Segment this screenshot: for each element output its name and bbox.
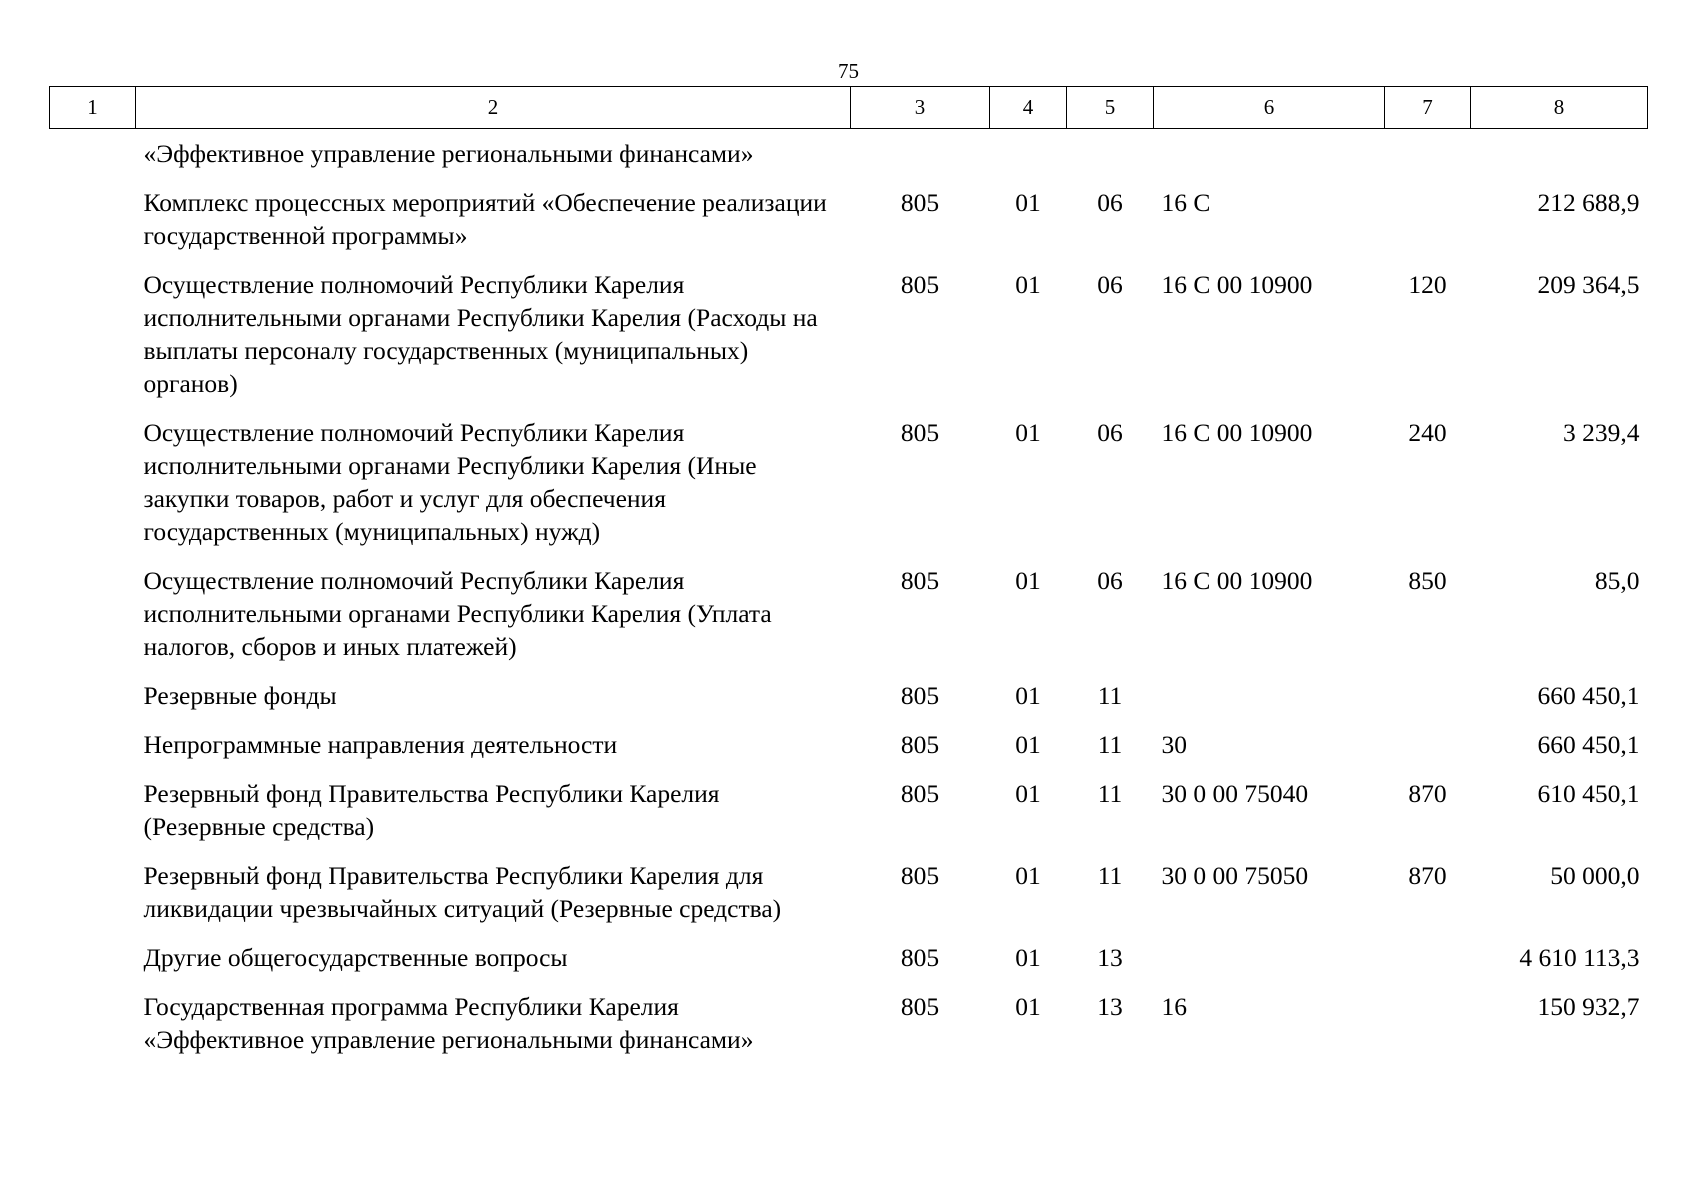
cell-subsection: 11 [1097,730,1123,759]
cell-name: Резервный фонд Правительства Республики Карелия для ликвидации чрезвычайных ситуаций (Резервные средства) [143,861,782,923]
cell-subsection: 06 [1097,188,1123,217]
cell-ministry: 805 [900,681,940,710]
cell-amount: 212 688,9 [1537,188,1640,217]
cell-amount: 150 932,7 [1537,992,1640,1021]
cell-target-article [1154,679,1385,728]
cell-name: «Эффективное управление региональными финансами» [143,139,754,168]
header-cell-7: 7 [1385,87,1471,129]
cell-target-article: 16 С 00 10900 [1161,418,1313,447]
cell-name: Резервный фонд Правительства Республики Карелия (Резервные средства) [143,779,720,841]
table-row [50,129,1648,187]
cell-expense-type [1385,186,1471,268]
cell-name: Осуществление полномочий Республики Карелия исполнительными органами Республики Карелия (Иные закупки товаров, работ и услуг для обеспечения государственных (муниципальных) нужд) [143,418,757,546]
table-row [50,941,1648,990]
cell-subsection: 06 [1097,418,1123,447]
cell-section: 01 [1015,270,1041,299]
cell-col-1 [50,416,136,564]
cell-target-article [1154,129,1385,187]
table-row [50,186,1648,268]
cell-target-article: 16 С 00 10900 [1161,270,1313,299]
cell-ministry: 805 [900,861,940,890]
cell-expense-type: 870 [1408,779,1447,808]
cell-name: Комплекс процессных мероприятий «Обеспечение реализации государственной программы» [143,188,827,250]
cell-col-1 [50,564,136,679]
table-header [50,87,1648,129]
cell-name: Осуществление полномочий Республики Карелия исполнительными органами Республики Карелия (Расходы на выплаты персоналу государственных (муниципальных) органов) [143,270,818,398]
cell-target-article: 30 0 00 75050 [1161,861,1309,890]
cell-section: 01 [1015,681,1041,710]
budget-table [49,86,1648,1072]
cell-expense-type [1385,129,1471,187]
cell-expense-type [1385,990,1471,1072]
cell-ministry: 805 [900,566,940,595]
cell-expense-type: 240 [1408,418,1447,447]
cell-section [990,129,1067,187]
cell-col-1 [50,728,136,777]
cell-ministry: 805 [900,270,940,299]
header-cell-2: 2 [136,87,851,129]
cell-section: 01 [1015,188,1041,217]
header-cell-4: 4 [990,87,1067,129]
table-row [50,679,1648,728]
cell-ministry: 805 [900,992,940,1021]
cell-expense-type: 120 [1408,270,1447,299]
cell-subsection: 13 [1097,943,1123,972]
cell-section: 01 [1015,779,1041,808]
cell-section: 01 [1015,992,1041,1021]
cell-section: 01 [1015,418,1041,447]
cell-section: 01 [1015,861,1041,890]
cell-name: Другие общегосударственные вопросы [143,943,568,972]
cell-expense-type: 870 [1408,861,1447,890]
cell-amount: 660 450,1 [1537,681,1640,710]
header-cell-1: 1 [50,87,136,129]
table-row [50,990,1648,1072]
cell-amount: 610 450,1 [1537,779,1640,808]
cell-target-article: 30 0 00 75040 [1161,779,1309,808]
cell-amount: 4 610 113,3 [1519,943,1640,972]
table-row [50,564,1648,679]
cell-col-1 [50,679,136,728]
table-row [50,859,1648,941]
cell-subsection: 06 [1097,270,1123,299]
cell-ministry: 805 [900,418,940,447]
cell-amount: 209 364,5 [1537,270,1640,299]
cell-expense-type [1385,941,1471,990]
cell-amount: 3 239,4 [1563,418,1640,447]
header-row [50,87,1648,129]
cell-col-1 [50,859,136,941]
table-row [50,416,1648,564]
cell-subsection: 13 [1097,992,1123,1021]
cell-name: Резервные фонды [143,681,337,710]
cell-col-1 [50,129,136,187]
cell-section: 01 [1015,943,1041,972]
header-cell-3: 3 [851,87,990,129]
cell-ministry: 805 [900,188,940,217]
cell-name: Непрограммные направления деятельности [143,730,618,759]
cell-amount [1471,129,1648,187]
cell-ministry: 805 [900,730,940,759]
page-number: 75 [838,59,859,83]
cell-target-article: 16 С [1161,188,1211,217]
header-cell-5: 5 [1067,87,1154,129]
cell-col-1 [50,990,136,1072]
cell-target-article: 16 [1161,992,1187,1021]
cell-col-1 [50,268,136,416]
cell-expense-type [1385,679,1471,728]
cell-amount: 85,0 [1594,566,1640,595]
budget-table-container [49,86,1647,1072]
table-row [50,268,1648,416]
cell-target-article: 16 С 00 10900 [1161,566,1313,595]
header-cell-6: 6 [1154,87,1385,129]
cell-name: Государственная программа Республики Карелия «Эффективное управление региональными финансами» [143,992,754,1054]
cell-target-article: 30 [1161,730,1187,759]
cell-col-1 [50,941,136,990]
cell-amount: 50 000,0 [1550,861,1640,890]
cell-ministry: 805 [900,943,940,972]
cell-subsection [1067,129,1154,187]
cell-subsection: 11 [1097,681,1123,710]
cell-target-article [1154,941,1385,990]
cell-expense-type: 850 [1408,566,1447,595]
cell-col-1 [50,186,136,268]
cell-amount: 660 450,1 [1537,730,1640,759]
header-cell-8: 8 [1471,87,1648,129]
cell-subsection: 06 [1097,566,1123,595]
cell-section: 01 [1015,730,1041,759]
cell-ministry [851,129,990,187]
table-row [50,777,1648,859]
cell-expense-type [1385,728,1471,777]
cell-ministry: 805 [900,779,940,808]
cell-subsection: 11 [1097,861,1123,890]
table-body [50,129,1648,1073]
cell-name: Осуществление полномочий Республики Карелия исполнительными органами Республики Карелия (Уплата налогов, сборов и иных платежей) [143,566,772,661]
table-row [50,728,1648,777]
cell-subsection: 11 [1097,779,1123,808]
cell-col-1 [50,777,136,859]
cell-section: 01 [1015,566,1041,595]
